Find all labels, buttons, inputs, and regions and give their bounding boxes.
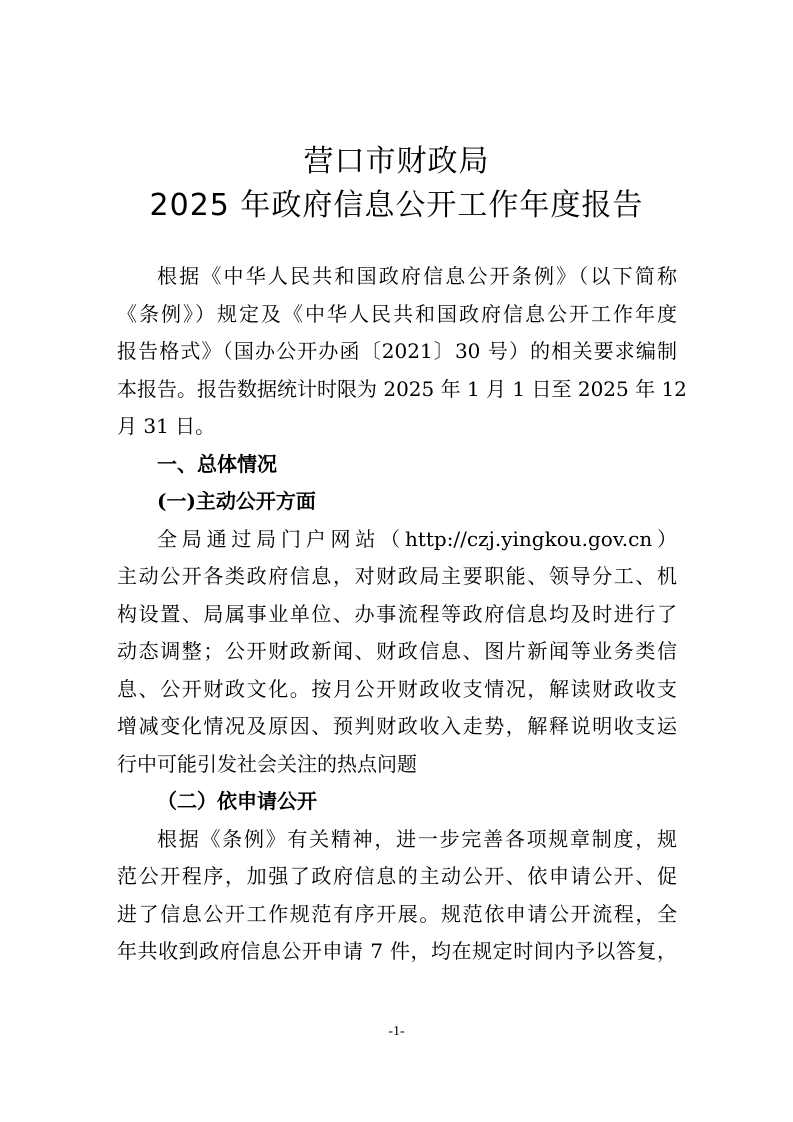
text-line: 进了信息公开工作规范有序开展。规范依申请公开流程，全 xyxy=(117,901,677,926)
text-line: 全局通过局门户网站（http://czj.yingkou.gov.cn） xyxy=(157,526,677,551)
section-heading: 一、总体情况 xyxy=(157,451,277,476)
text-line: 行中可能引发社会关注的热点问题 xyxy=(117,751,417,776)
page-number: -1- xyxy=(388,1024,405,1039)
report-body xyxy=(117,258,687,971)
text-line: 根据《中华人民共和国政府信息公开条例》（以下简称 xyxy=(157,264,677,288)
intro-paragraph xyxy=(117,258,687,446)
text-line: 月 31 日。 xyxy=(117,414,216,438)
subsection-heading: (一)主动公开方面 xyxy=(157,489,316,513)
text-line: 范公开程序，加强了政府信息的主动公开、依申请公开、促 xyxy=(117,864,677,888)
text-line: 《条例》）规定及《中华人民共和国政府信息公开工作年度 xyxy=(117,301,677,326)
text-line: 根据《条例》有关精神，进一步完善各项规章制度，规 xyxy=(157,826,677,851)
subsection-heading: （二）依申请公开 xyxy=(157,789,317,813)
text-line: 本报告。报告数据统计时限为 2025 年 1 月 1 日至 2025 年 12 xyxy=(117,376,687,401)
text-line: 年共收到政府信息公开申请 7 件，均在规定时间内予以答复， xyxy=(117,939,677,963)
title-line-1: 营口市财政局 xyxy=(303,144,490,179)
title-line-2: 2025 年政府信息公开工作年度报告 xyxy=(149,188,644,223)
text-line: 构设置、局属事业单位、办事流程等政府信息均及时进行了 xyxy=(117,601,677,626)
text-line: 报告格式》（国办公开办函〔2021〕30 号）的相关要求编制 xyxy=(117,339,677,363)
report-title xyxy=(0,140,793,228)
text-line: 增减变化情况及原因、预判财政收入走势，解释说明收支运 xyxy=(117,714,677,738)
section-1 xyxy=(117,446,677,971)
text-line: 息、公开财政文化。按月公开财政收支情况，解读财政收支 xyxy=(117,676,677,701)
text-line: 主动公开各类政府信息，对财政局主要职能、领导分工、机 xyxy=(117,564,677,588)
text-line: 动态调整；公开财政新闻、财政信息、图片新闻等业务类信 xyxy=(117,639,677,663)
